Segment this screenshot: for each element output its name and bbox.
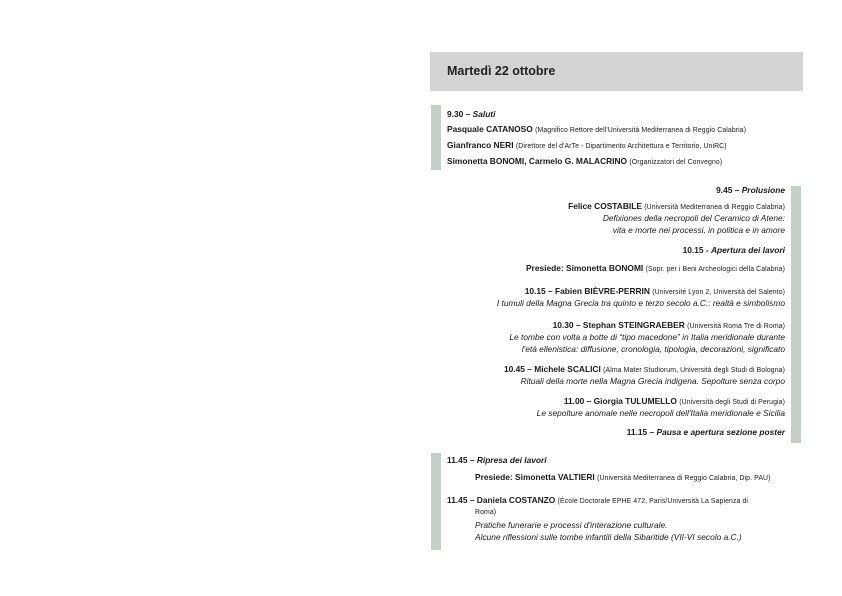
talk-title: Alcune riflessioni sulle tombe infantili della Sibaritide (VII-VI secolo a.C.): [475, 532, 742, 542]
speaker-name: 10.30 – Stephan STEINGRAEBER: [552, 320, 685, 330]
chair-label: Presiede: Simonetta VALTIERI: [475, 472, 595, 482]
speaker-affiliation-cont: Roma): [475, 509, 497, 516]
talk-title: l'età ellenistica: diffusione, cronologia, tipologia, decorazioni, significato: [521, 344, 785, 354]
costanzo-speaker: [447, 495, 748, 507]
saluti-time: 9.30 –: [447, 109, 471, 119]
speaker-name: Pasquale CATANOSO: [447, 124, 533, 134]
speaker-affiliation: (Alma Mater Studiorum, Università degli Studi di Bologna): [603, 367, 785, 374]
speaker-name: 10.45 – Michele SCALICI: [503, 364, 601, 374]
chair-line: [475, 472, 771, 484]
talk-title: Defixiones della necropoli del Ceramico di Atene:: [602, 213, 785, 223]
talk-title: Le tombe con volta a botte di “tipo macedone” in Italia meridionale durante: [509, 332, 785, 342]
speaker-affiliation: (Magnifico Rettore dell'Università Mediterranea di Reggio Calabria): [535, 127, 747, 134]
saluti-line-2: [447, 140, 727, 152]
speaker-affiliation: (Università degli Studi di Perugia): [679, 399, 785, 406]
saluti-heading: [447, 109, 495, 120]
speaker-name: Gianfranco NERI: [447, 140, 514, 150]
pausa-heading: [627, 427, 785, 438]
prolusione-heading: [716, 185, 785, 196]
speaker-affiliation: (Université Lyon 2, Università del Salento): [652, 289, 785, 296]
speaker-name: Felice COSTABILE: [568, 201, 642, 211]
apertura-time: 10.15 -: [682, 245, 709, 255]
speaker-affiliation: (Organizzatori del Convegno): [629, 159, 723, 166]
ripresa-time: 11.45 –: [447, 455, 475, 465]
apertura-label: Apertura dei lavori: [710, 245, 785, 255]
chair-line: [526, 263, 785, 275]
scalici-speaker: [504, 364, 785, 376]
prolusione-label: Prolusione: [741, 185, 785, 195]
talk-title: I tumuli della Magna Grecia tra quinto e terzo secolo a.C.: realtà e simbolismo: [496, 298, 785, 308]
talk-title: Le sepolture anomale nelle necropoli dell'Italia meridionale e Sicilia: [536, 408, 785, 418]
chair-affiliation: (Sopr. per i Beni Archeologici della Calabria): [645, 266, 785, 273]
chair-affiliation: (Università Mediterranea di Reggio Calabria, Dip. PAU): [597, 475, 771, 482]
speaker-name: 11.45 – Daniela COSTANZO: [447, 495, 556, 505]
speaker-affiliation: (École Doctorale EPHE 472, Paris/Università La Sapienza di: [557, 498, 749, 505]
pausa-time: 11.15 –: [626, 427, 655, 437]
steingraeber-speaker: [553, 320, 785, 332]
bievre-speaker: [525, 286, 785, 298]
speaker-affiliation: (Università Mediterranea di Reggio Calabria): [644, 204, 785, 211]
talk-title: Rituali della morte nella Magna Grecia indigena. Sepolture senza corpo: [520, 376, 785, 386]
day-header: [430, 52, 803, 91]
section-bar-saluti: [431, 105, 441, 170]
saluti-line-3: [447, 156, 722, 168]
speaker-affiliation: (Università Roma Tre di Roma): [687, 323, 785, 330]
ripresa-heading: [447, 455, 547, 466]
day-title: Martedì 22 ottobre: [447, 64, 556, 78]
talk-title: Pratiche funerarie e processi d'interazione culturale.: [475, 520, 668, 530]
saluti-label: Saluti: [472, 109, 496, 119]
talk-title: vita e morte nei processi, in politica e in amore: [612, 225, 785, 235]
costabile-speaker: [568, 201, 785, 213]
speaker-affiliation: (Direttore del d'ArTe - Dipartimento Architettura e Territorio, UniRC): [515, 143, 727, 150]
prolusione-time: 9.45 –: [716, 185, 740, 195]
speaker-name: 11.00 – Giorgia TULUMELLO: [563, 396, 677, 406]
section-bar-ripresa: [431, 453, 441, 550]
speaker-name: Simonetta BONOMI, Carmelo G. MALACRINO: [447, 156, 628, 166]
speaker-name: 10.15 – Fabien BIÈVRE-PERRIN: [524, 286, 650, 296]
apertura-heading: [683, 245, 785, 256]
saluti-line-1: [447, 124, 746, 136]
section-bar-prolusione: [791, 186, 801, 443]
ripresa-label: Ripresa dei lavori: [476, 455, 547, 465]
pausa-label: Pausa e apertura sezione poster: [656, 427, 785, 437]
tulumello-speaker: [564, 396, 785, 408]
chair-label: Presiede: Simonetta BONOMI: [525, 263, 644, 273]
